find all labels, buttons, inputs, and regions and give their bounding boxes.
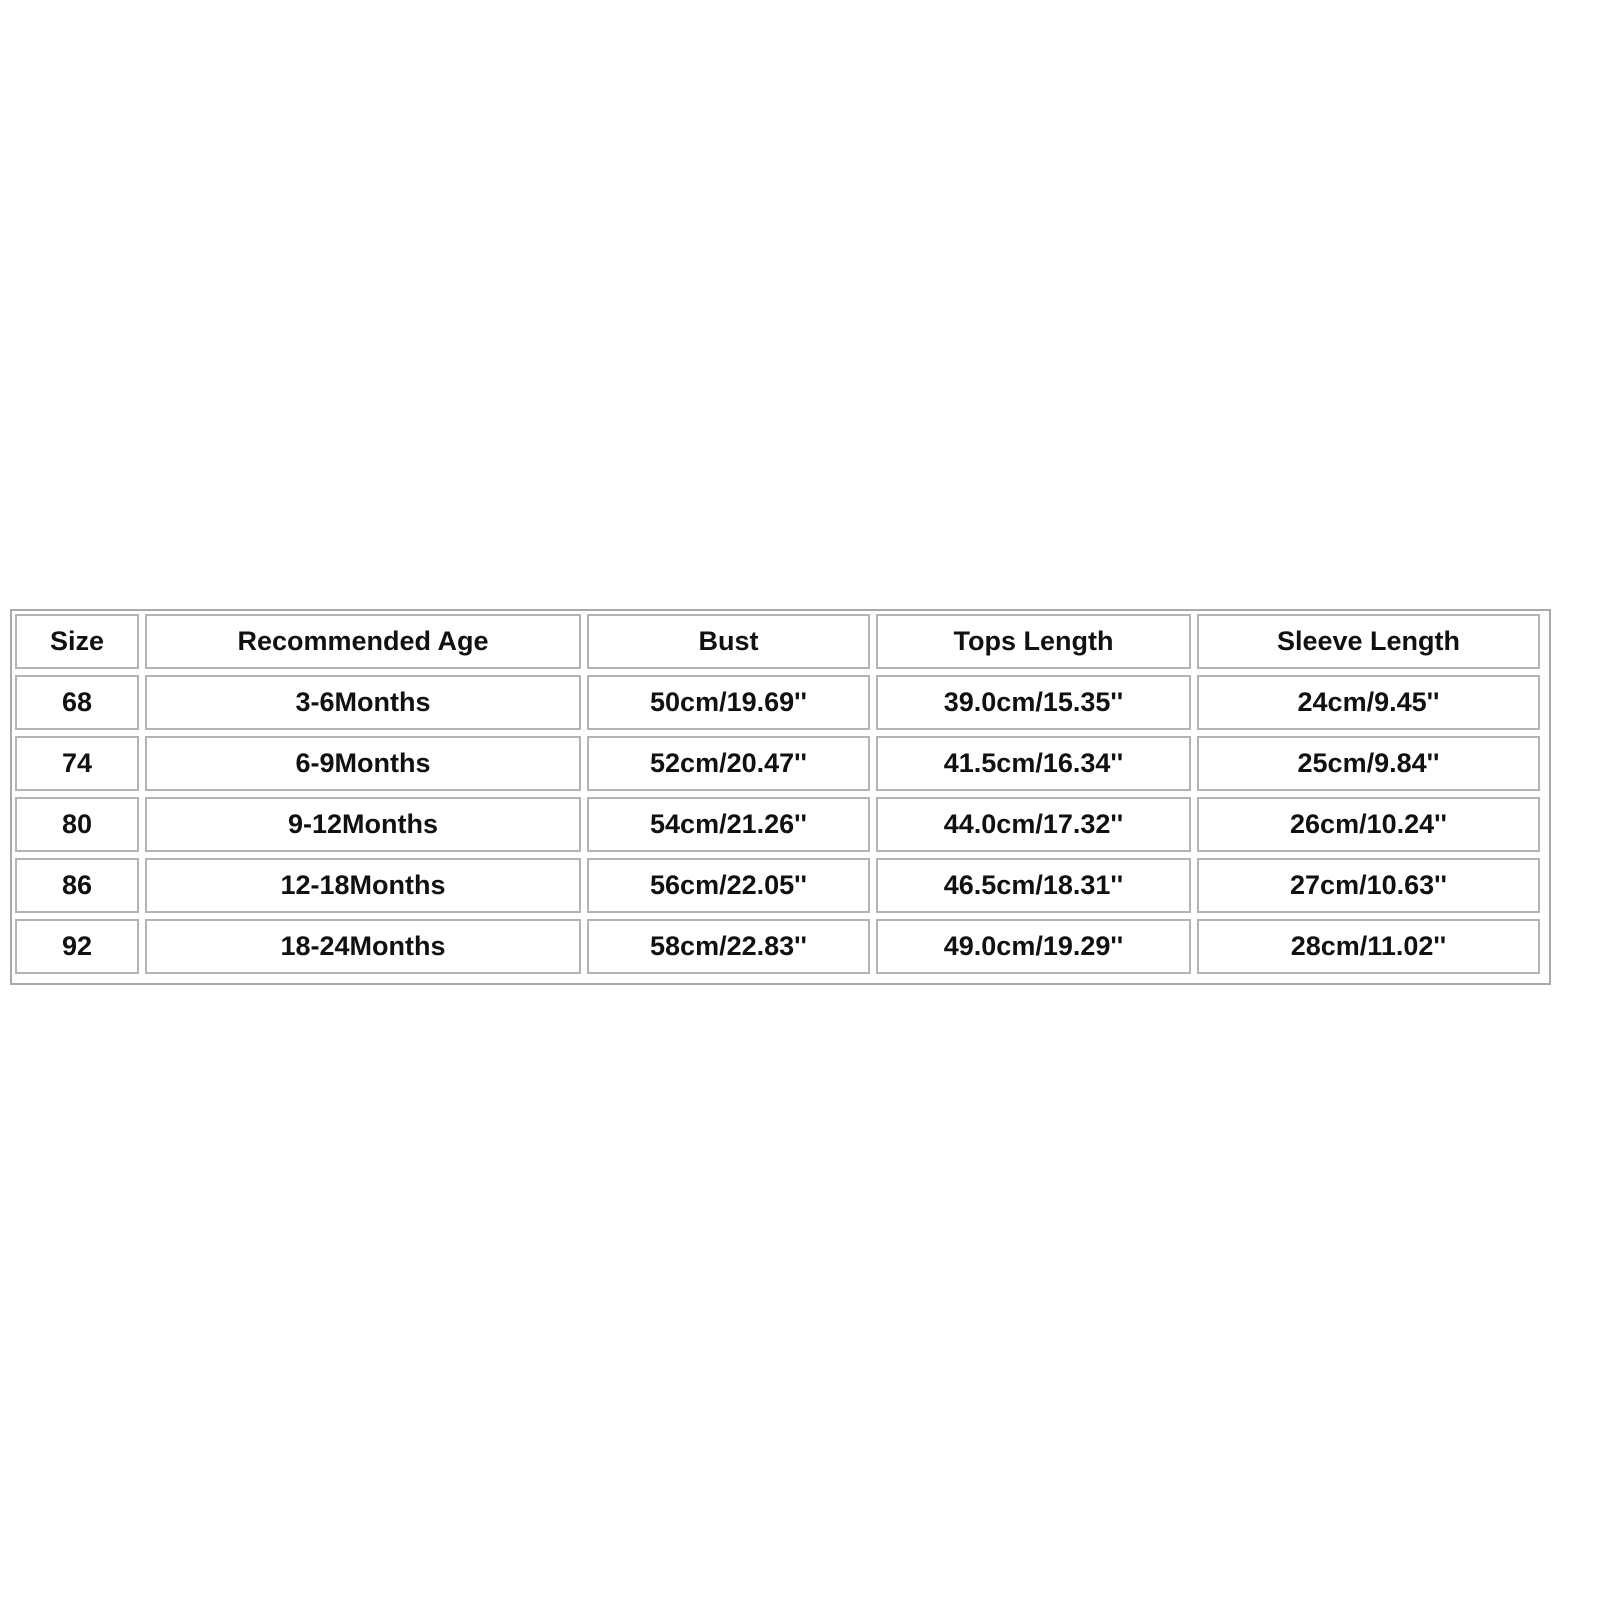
cell-recommended-age: 18-24Months xyxy=(145,919,581,974)
cell-bust: 50cm/19.69'' xyxy=(587,675,870,730)
table-row xyxy=(15,797,1540,852)
cell-size: 74 xyxy=(15,736,139,791)
cell-recommended-age: 3-6Months xyxy=(145,675,581,730)
cell-sleeve-length: 24cm/9.45'' xyxy=(1197,675,1540,730)
cell-tops-length: 49.0cm/19.29'' xyxy=(876,919,1191,974)
header-bust: Bust xyxy=(587,614,870,669)
cell-sleeve-length: 25cm/9.84'' xyxy=(1197,736,1540,791)
cell-bust: 52cm/20.47'' xyxy=(587,736,870,791)
cell-size: 86 xyxy=(15,858,139,913)
cell-bust: 56cm/22.05'' xyxy=(587,858,870,913)
cell-bust: 58cm/22.83'' xyxy=(587,919,870,974)
table-row xyxy=(15,919,1540,974)
cell-size: 68 xyxy=(15,675,139,730)
header-tops-length: Tops Length xyxy=(876,614,1191,669)
cell-size: 80 xyxy=(15,797,139,852)
cell-tops-length: 41.5cm/16.34'' xyxy=(876,736,1191,791)
cell-sleeve-length: 26cm/10.24'' xyxy=(1197,797,1540,852)
table-row xyxy=(15,858,1540,913)
cell-tops-length: 46.5cm/18.31'' xyxy=(876,858,1191,913)
header-recommended-age: Recommended Age xyxy=(145,614,581,669)
cell-bust: 54cm/21.26'' xyxy=(587,797,870,852)
cell-recommended-age: 12-18Months xyxy=(145,858,581,913)
header-sleeve-length: Sleeve Length xyxy=(1197,614,1540,669)
cell-tops-length: 39.0cm/15.35'' xyxy=(876,675,1191,730)
header-row xyxy=(15,614,1540,669)
table-row xyxy=(15,675,1540,730)
table-row xyxy=(15,736,1540,791)
cell-tops-length: 44.0cm/17.32'' xyxy=(876,797,1191,852)
cell-sleeve-length: 28cm/11.02'' xyxy=(1197,919,1540,974)
size-chart xyxy=(10,609,1551,985)
cell-recommended-age: 6-9Months xyxy=(145,736,581,791)
size-chart-table xyxy=(9,608,1546,980)
cell-sleeve-length: 27cm/10.63'' xyxy=(1197,858,1540,913)
cell-size: 92 xyxy=(15,919,139,974)
header-size: Size xyxy=(15,614,139,669)
cell-recommended-age: 9-12Months xyxy=(145,797,581,852)
